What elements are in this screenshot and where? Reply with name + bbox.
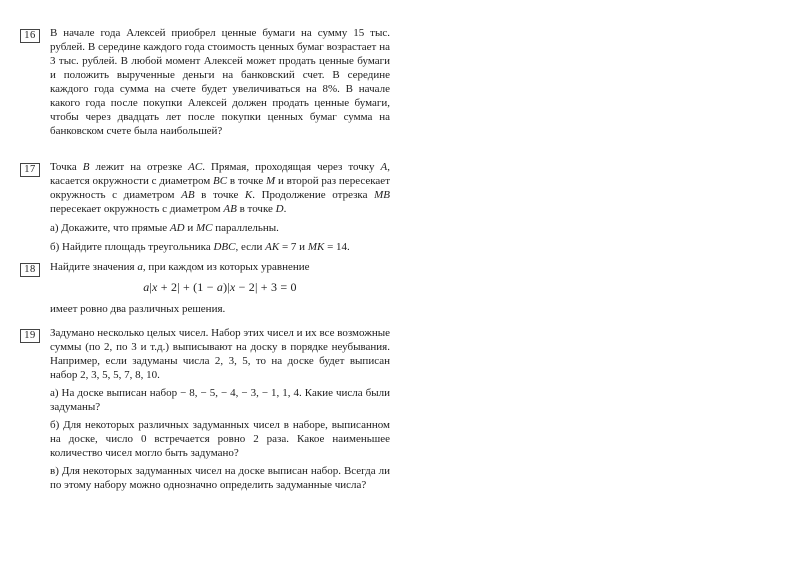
problem-19-item-a: а) На доске выписан набор − 8, − 5, − 4, − 3, − 1, 1, 4. Какие числа были задуманы? <box>50 387 390 413</box>
problem-16-number-box <box>20 29 40 43</box>
problem-18-equation: a|x + 2| + (1 − a)|x − 2| + 3 = 0 <box>143 280 297 294</box>
problem-17 <box>24 160 390 254</box>
problem-19-number-box <box>20 329 40 343</box>
problem-16 <box>24 26 390 138</box>
problem-17-text: Точка B лежит на отрезке AC. Прямая, проходящая через точку A, касается окружности с диаметром BC в точке M и второй раз пересекает окружность с диаметром AB в точке K. Продолжение отрезка MB пересекает окружность с диаметром AB в точке D. <box>50 161 390 215</box>
problem-18 <box>24 260 390 316</box>
problem-18-text-after: имеет ровно два различных решения. <box>50 303 226 315</box>
problem-17-item-b: б) Найдите площадь треугольника DBC, если AK = 7 и MK = 14. <box>50 241 350 253</box>
problem-19-number: 19 <box>24 330 36 341</box>
problem-18-number-box <box>20 263 40 277</box>
problem-19-item-b: б) Для некоторых различных задуманных чисел в наборе, выписанном на доске, число 0 встречается ровно 2 раза. Какое наименьшее количество чисел могло быть задумано? <box>50 419 390 459</box>
problem-17-number-box <box>20 163 40 177</box>
problem-19 <box>24 326 390 492</box>
problem-16-number: 16 <box>24 30 36 41</box>
problem-19-item-v: в) Для некоторых задуманных чисел на доске выписан набор. Всегда ли по этому набору можно однозначно определить задуманные числа? <box>50 465 390 491</box>
problem-16-text: В начале года Алексей приобрел ценные бумаги на сумму 15 тыс. рублей. В середине каждого года стоимость ценных бумаг возрастает на 3 тыс. рублей. В любой момент Алексей может продать ценные бумаги и положить вырученные деньги на банковский счет. В середине каждого года сумма на счете будет увеличиваться на 8%. В начале какого года после покупки Алексей должен продать ценные бумаги, чтобы через двадцать лет после покупки ценных бумаг сумма на банковском счете была наибольшей? <box>50 27 390 137</box>
problem-18-text: Найдите значения a, при каждом из которых уравнение <box>50 261 310 273</box>
problem-17-item-a: а) Докажите, что прямые AD и MC параллельны. <box>50 222 279 234</box>
problem-19-text: Задумано несколько целых чисел. Набор этих чисел и их все возможные суммы (по 2, по 3 и т.д.) выписывают на доску в порядке неубывания. Например, если задуманы числа 2, 3, 5, то на доске будет выписан набор 2, 3, 5, 5, 7, 8, 10. <box>50 327 390 381</box>
problem-17-number: 17 <box>24 164 36 175</box>
problem-18-number: 18 <box>24 264 36 275</box>
